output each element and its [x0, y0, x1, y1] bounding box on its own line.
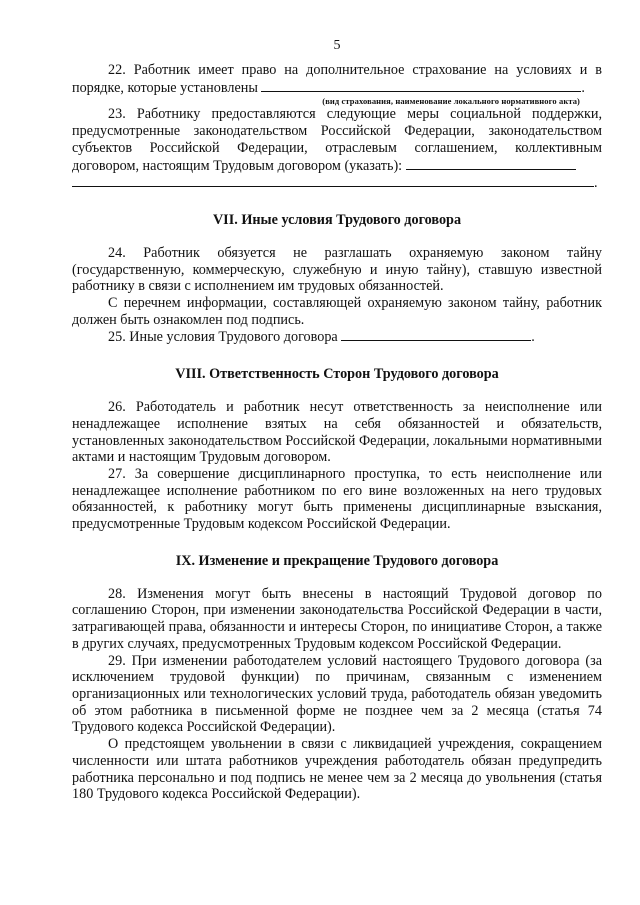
paragraph-25-end: . [531, 329, 535, 346]
blank-field-insurance[interactable] [261, 79, 581, 92]
paragraph-23-line2 [72, 174, 602, 192]
paragraph-28: 28. Изменения могут быть внесены в настоящий Трудовой договор по соглашению Сторон, при изменении законодательства Российской Федерации в части, затрагивающей права, обязанности и интересы Сторон, по инициативе Сторон, а также в других случаях, предусмотренных Трудовым кодексом Российской Федерации. [72, 585, 602, 652]
paragraph-22-text: 22. Работник имеет право на дополнительное страхование на условиях и в порядке, которые установлены [72, 62, 602, 96]
paragraph-22 [72, 62, 602, 96]
paragraph-29b: О предстоящем увольнении в связи с ликвидацией учреждения, сокращением численности или штата работников учреждения работодатель обязан предупредить работника персонально и под подпись не менее чем за 2 месяца до увольнения (статья 180 Трудового кодекса Российской Федерации). [72, 736, 602, 803]
paragraph-23-end: . [594, 175, 598, 192]
paragraph-26: 26. Работодатель и работник несут ответственность за неисполнение или ненадлежащее исполнение взятых на себя обязанностей и обязательств, установленных законодательством Российской Федерации, локальными нормативными актами и настоящим Трудовым договором. [72, 399, 602, 466]
paragraph-27: 27. За совершение дисциплинарного проступка, то есть неисполнение или ненадлежащее исполнение работником по его вине возложенных на него трудовых обязанностей, к работнику могут быть применены дисциплинарные взыскания, предусмотренные Трудовым кодексом Российской Федерации. [72, 465, 602, 533]
blank-field-support-measures[interactable] [406, 157, 576, 170]
section-7-title: VII. Иные условия Трудового договора [212, 211, 462, 228]
paragraph-25-text: 25. Иные условия Трудового договора [108, 329, 338, 346]
section-8-title: VIII. Ответственность Сторон Трудового договора [175, 366, 499, 383]
blank-field-support-measures-line2[interactable] [72, 174, 594, 187]
paragraph-29: 29. При изменении работодателем условий настоящего Трудового договора (за исключением трудовой функции) по причинам, связанным с изменением организационных или технологических условий труда, работодатель обязан уведомить об этом работника в письменной форме не позднее чем за 2 месяца (статья 74 Трудового кодекса Российской Федерации). [72, 652, 602, 736]
paragraph-23-text: 23. Работнику предоставляются следующие меры социальной поддержки, предусмотренные законодательством Российской Федерации, законодательством субъектов Российской Федерации, отраслевым соглашением, коллективным договором, настоящим Трудовым договором (указать): [72, 106, 602, 174]
blank-field-other-conditions[interactable] [341, 328, 531, 341]
paragraph-25 [72, 328, 602, 346]
paragraph-24: 24. Работник обязуется не разглашать охраняемую законом тайну (государственную, коммерческую, служебную и иную тайну), ставшую известной работнику в связи с исполнением им трудовых обязанностей. [72, 244, 602, 295]
field-caption-insurance: (вид страхования, наименование локального нормативного акта) [322, 96, 580, 107]
section-9-title: IX. Изменение и прекращение Трудового договора [175, 552, 499, 569]
paragraph-24b: С перечнем информации, составляющей охраняемую законом тайну, работник должен быть ознакомлен под подпись. [72, 295, 602, 328]
page-number: 5 [333, 38, 341, 53]
paragraph-22-end: . [581, 79, 585, 96]
paragraph-23 [72, 106, 602, 174]
